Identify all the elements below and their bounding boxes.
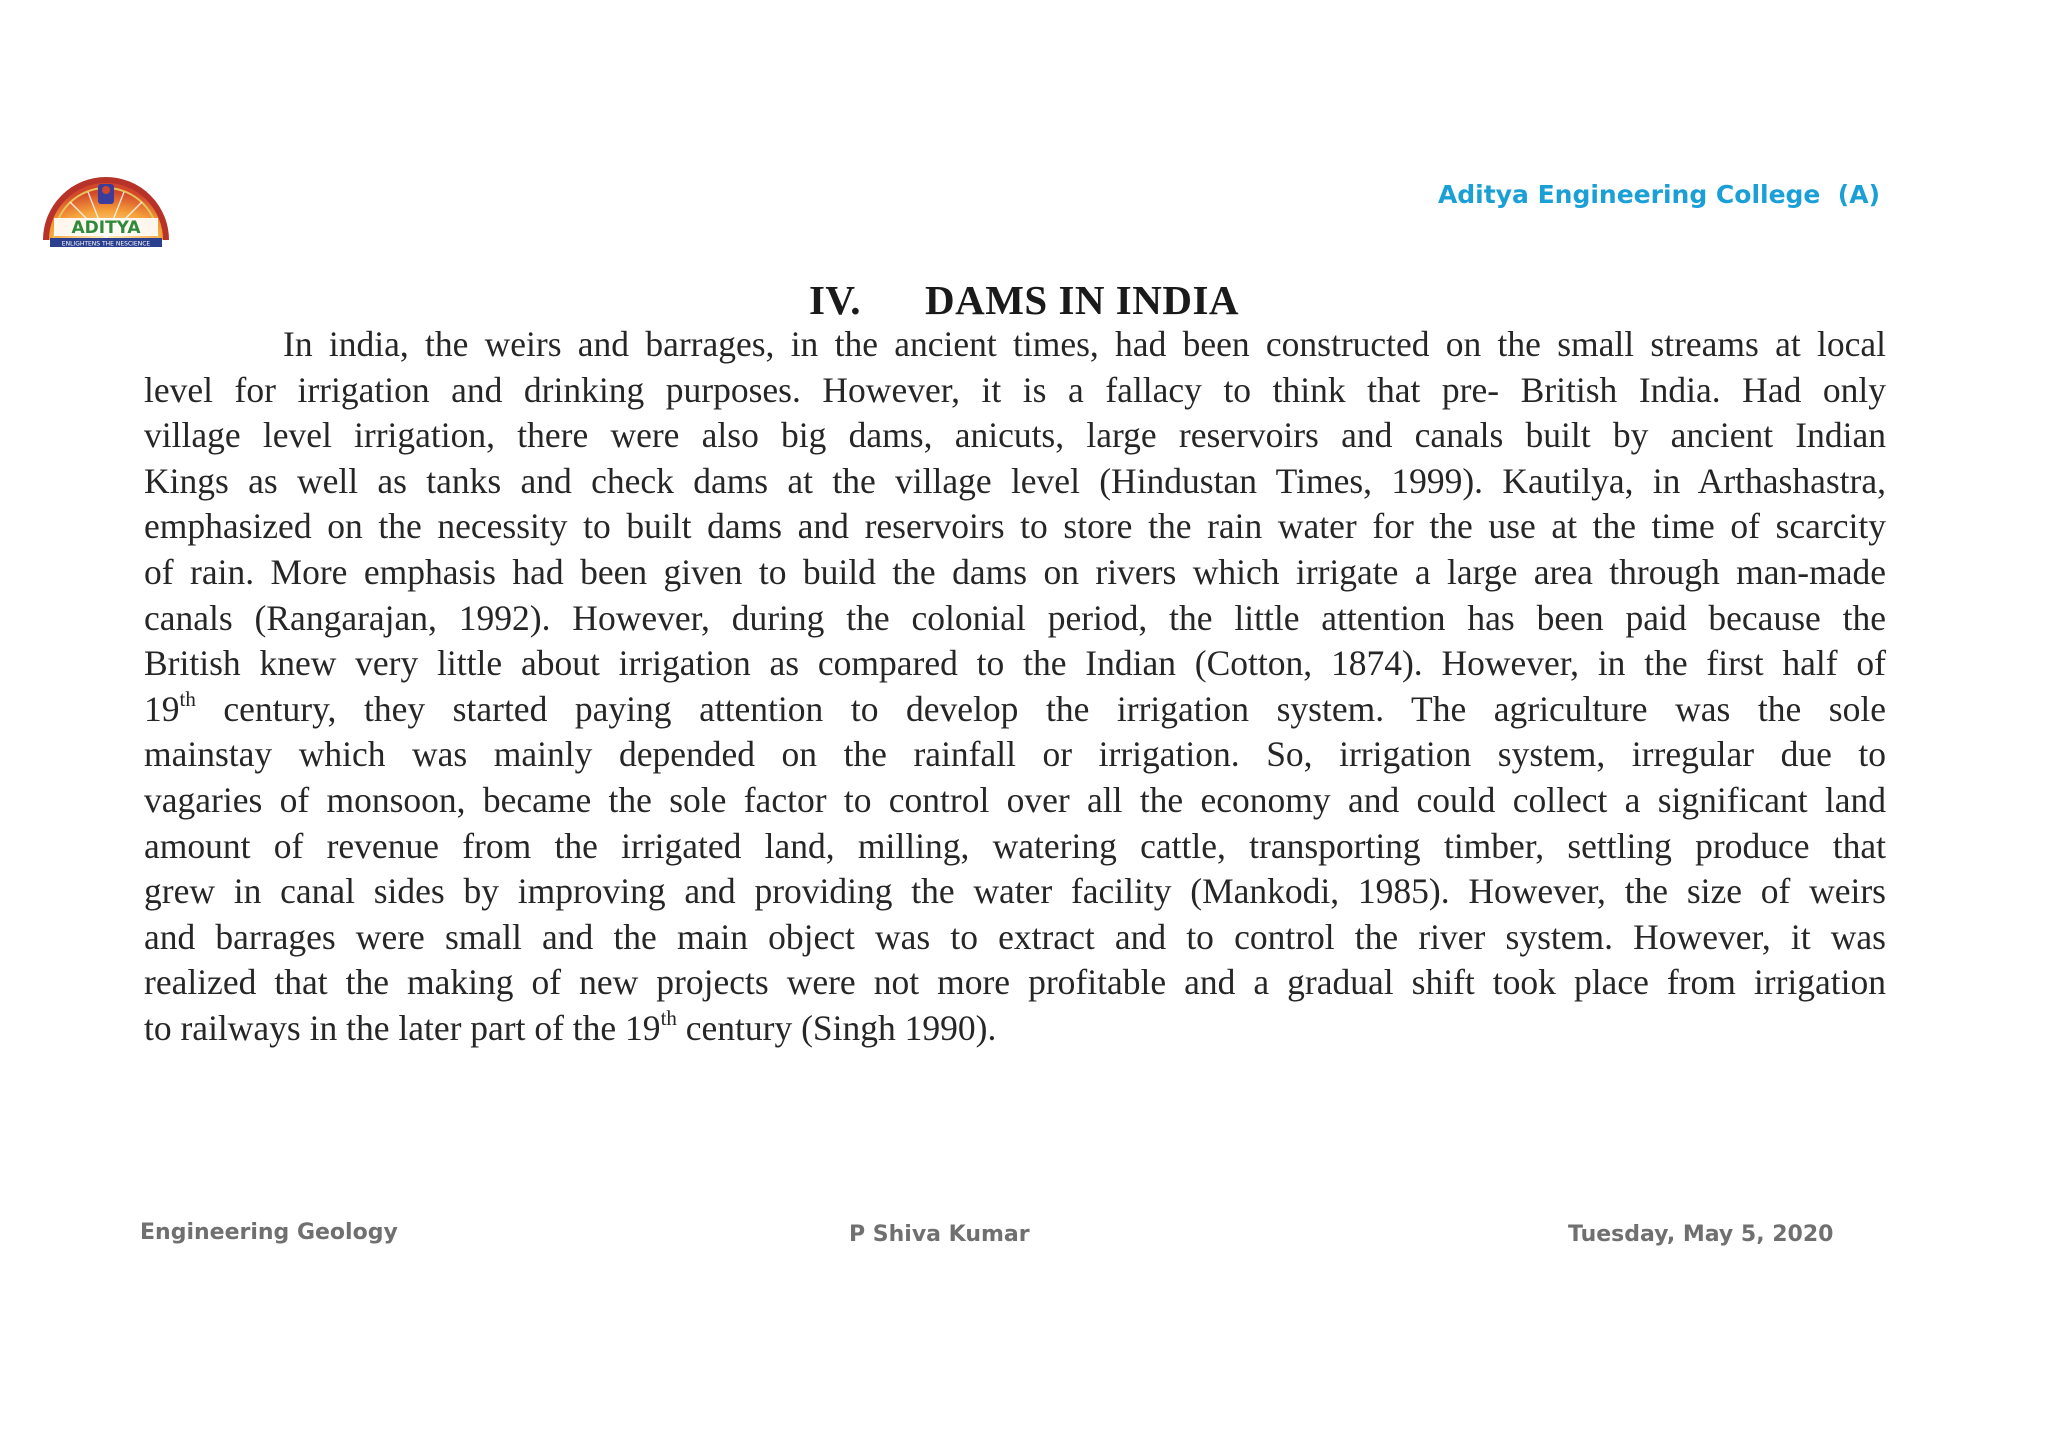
section-heading <box>0 276 2048 324</box>
body-paragraph <box>144 322 1886 1052</box>
paragraph-line: British knew very little about irrigation as compared to the Indian (Cotton, 1874). However, in the first half of <box>144 643 1886 684</box>
line-prefix: to railways in the later part of the 19 <box>144 1007 661 1048</box>
paragraph-line: level for irrigation and drinking purposes. However, it is a fallacy to think that pre- British India. Had only <box>144 369 1886 410</box>
paragraph-line: amount of revenue from the irrigated land, milling, watering cattle, transporting timber, settling produce that <box>144 825 1886 866</box>
paragraph-last-line <box>144 1006 1886 1052</box>
ordinal-suffix: th <box>179 686 196 711</box>
paragraph-line-century <box>144 687 1886 733</box>
paragraph-line: Kings as well as tanks and check dams at the village level (Hindustan Times, 1999). Kautilya, in Arthashastra, <box>144 460 1886 501</box>
paragraph-line: and barrages were small and the main object was to extract and to control the river system. However, it was <box>144 916 1886 957</box>
line-prefix: 19 <box>144 688 180 729</box>
line-rest: century, they started paying attention to develop the irrigation system. The agriculture was the sole <box>195 688 1886 729</box>
paragraph-line: grew in canal sides by improving and providing the water facility (Mankodi, 1985). However, the size of weirs <box>144 871 1886 912</box>
section-number: IV. <box>808 277 861 323</box>
line-rest: century (Singh 1990). <box>676 1007 997 1048</box>
footer-author: P Shiva Kumar <box>849 1222 1030 1247</box>
paragraph-line: mainstay which was mainly depended on the rainfall or irrigation. So, irrigation system, irregular due to <box>144 734 1886 775</box>
college-name: Aditya Engineering College (A) <box>1437 180 1880 209</box>
section-title: DAMS IN INDIA <box>925 277 1240 323</box>
paragraph-line: realized that the making of new projects were not more profitable and a gradual shift took place from irrigation <box>144 962 1886 1003</box>
paragraph-line: of rain. More emphasis had been given to build the dams on rivers which irrigate a large area through man-made <box>144 551 1886 592</box>
ordinal-suffix: th <box>660 1006 677 1031</box>
paragraph-line: emphasized on the necessity to built dams and reservoirs to store the rain water for the use at the time of scarcity <box>144 506 1886 547</box>
logo-motto: ENLIGHTENS THE NESCIENCE <box>61 240 151 248</box>
paragraph-line: canals (Rangarajan, 1992). However, during the colonial period, the little attention has been paid because the <box>144 597 1886 638</box>
footer-subject: Engineering Geology <box>140 1220 398 1245</box>
paragraph-line: village level irrigation, there were also big dams, anicuts, large reservoirs and canals built by ancient Indian <box>144 415 1886 456</box>
footer-date: Tuesday, May 5, 2020 <box>1568 1222 1834 1247</box>
paragraph-line: In india, the weirs and barrages, in the ancient times, had been constructed on the small streams at local <box>283 324 1886 364</box>
paragraph-line: vagaries of monsoon, became the sole factor to control over all the economy and could collect a significant land <box>144 779 1886 820</box>
college-logo <box>40 168 172 252</box>
logo-text: ADITYA <box>71 218 141 238</box>
